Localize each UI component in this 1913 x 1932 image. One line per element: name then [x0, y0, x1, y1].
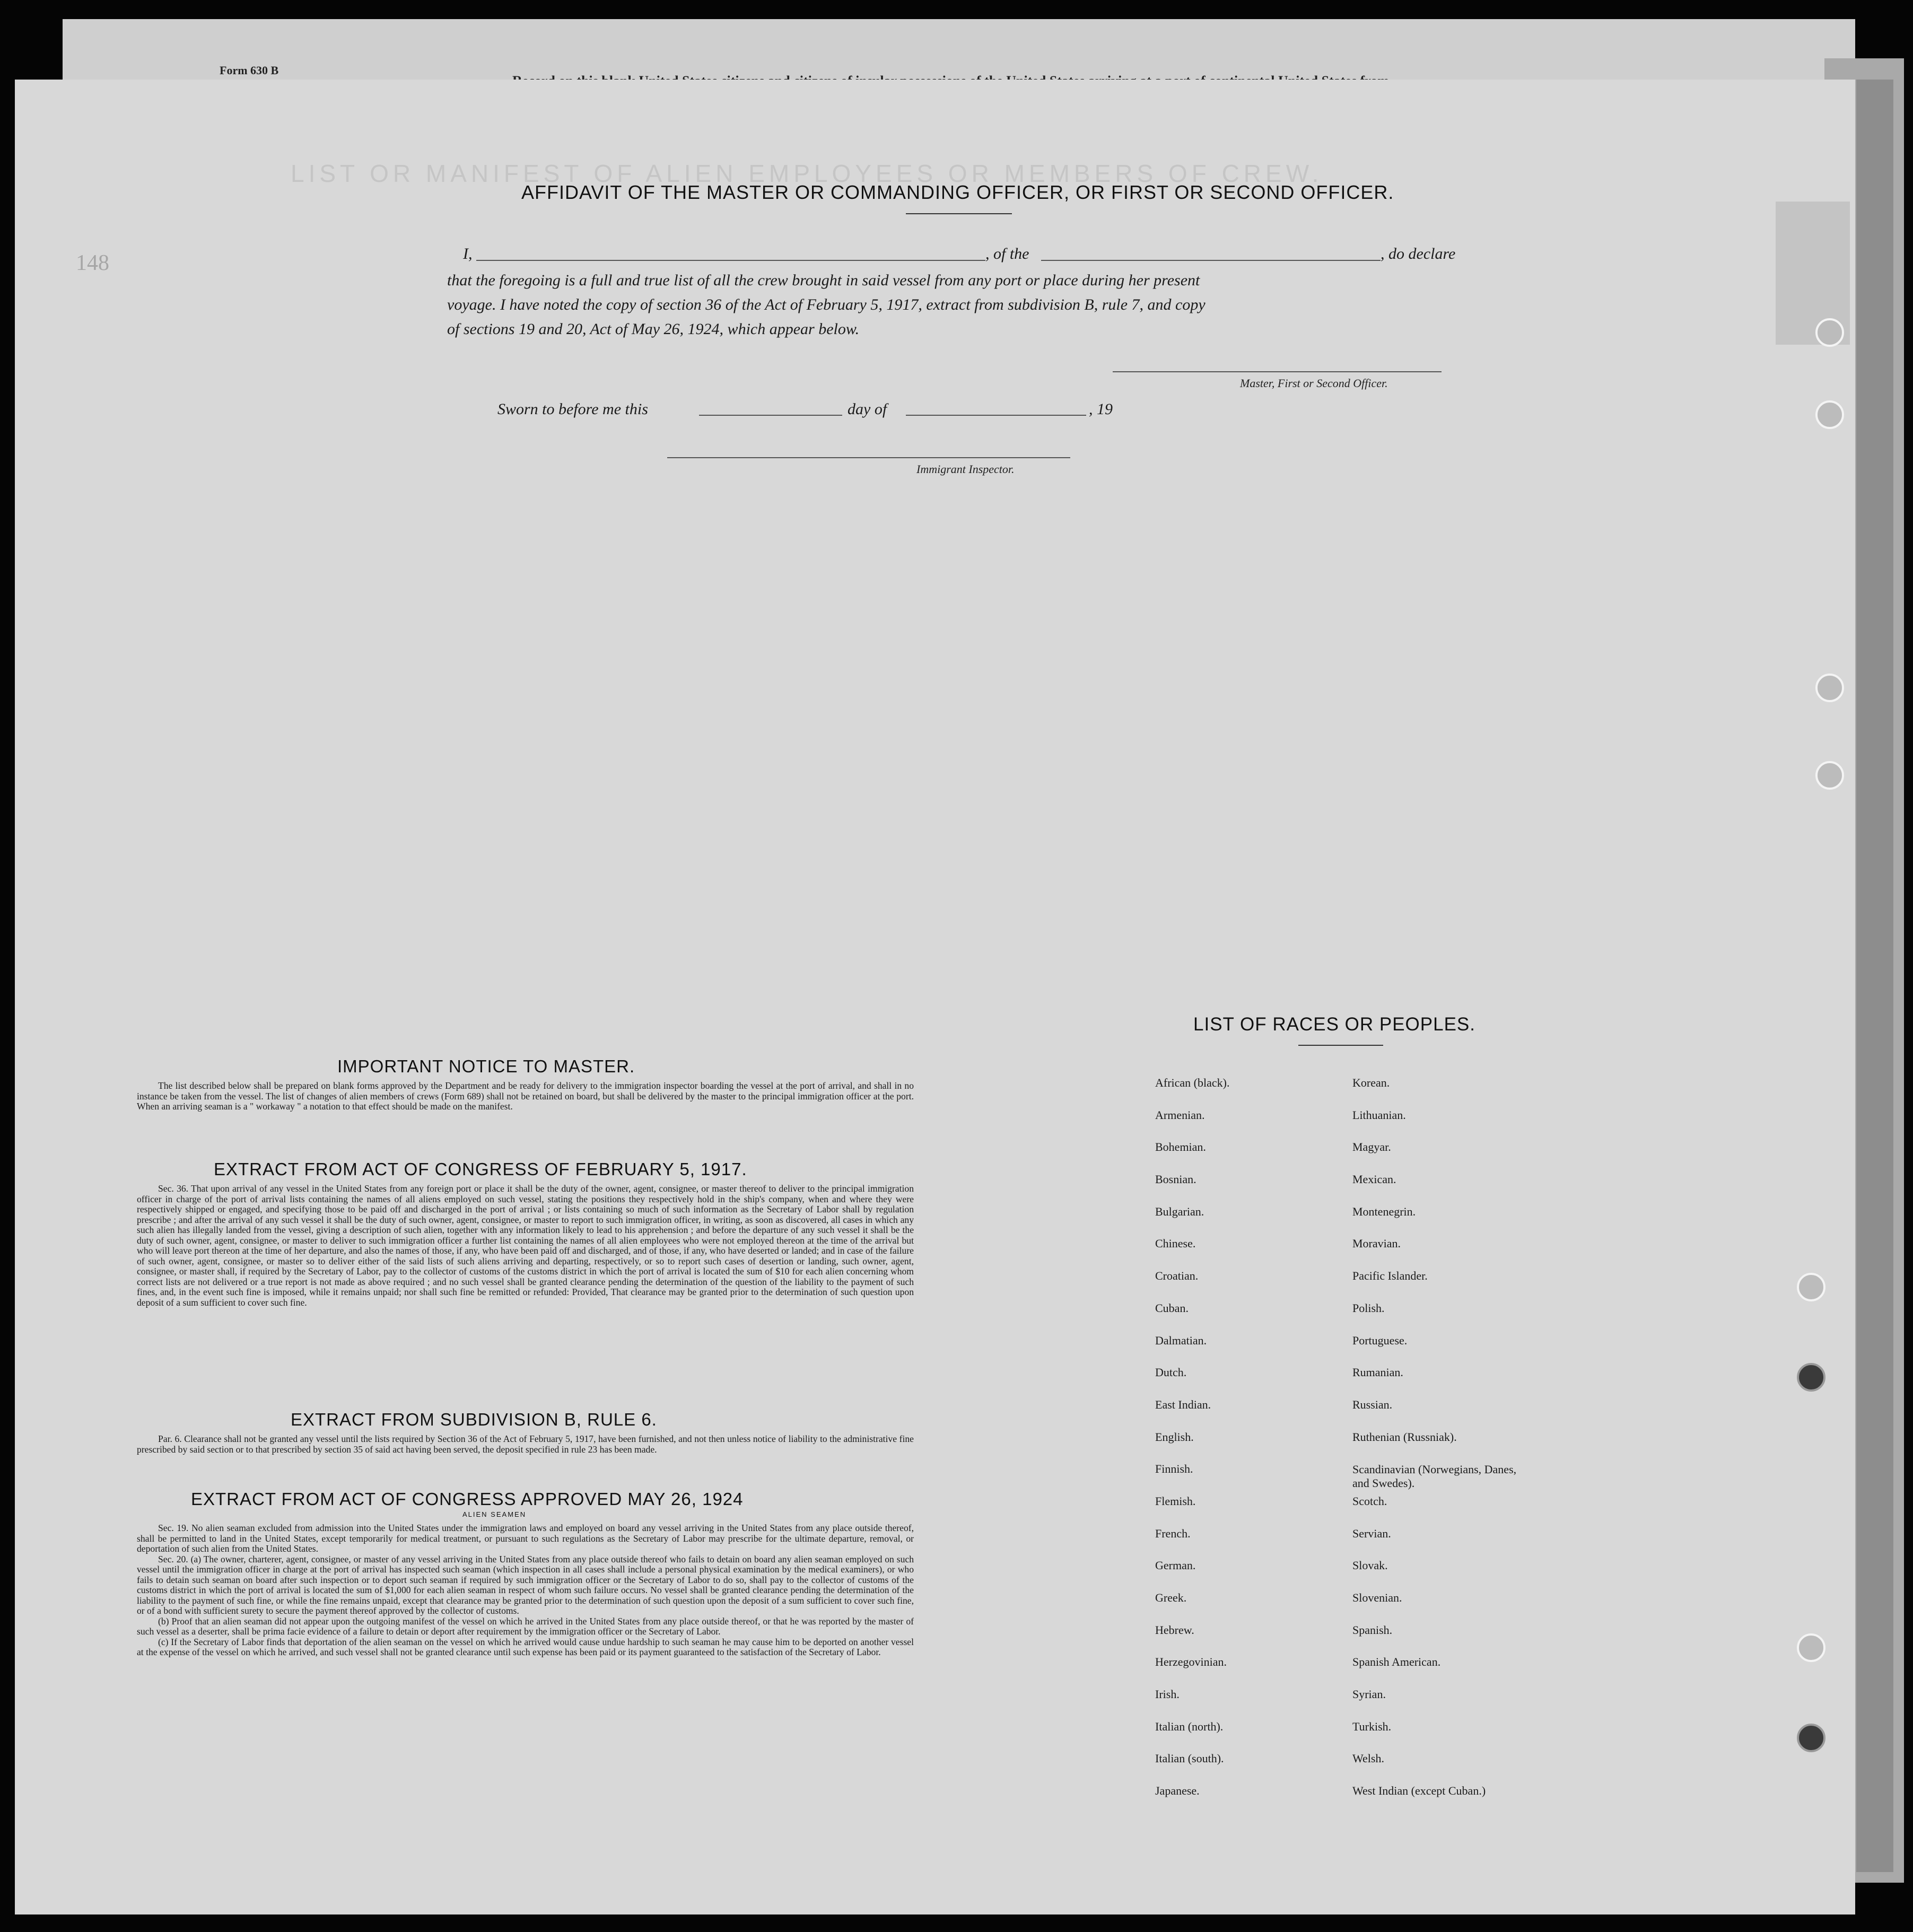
inspector-signature-field[interactable]	[667, 457, 1070, 458]
binder-hole	[1797, 1273, 1825, 1301]
declarant-name-field[interactable]	[476, 260, 985, 261]
declarant-label: I,	[463, 245, 473, 263]
affidavit-page	[15, 80, 1855, 1914]
race-item: French.	[1155, 1526, 1191, 1540]
race-item: African (black).	[1155, 1076, 1230, 1089]
notice-text	[137, 1081, 914, 1112]
sec19-paragraph: Sec. 19. No alien seaman excluded from admission into the United States under the immigration laws and employed on board any vessel arriving in the United States from any place outside thereof, shall be permitted to land in the United States, except temporarily for medical treatment, or pursuant to such regulations as the Secretary of Labor may prescribe for the ultimate departure, removal, or deportation of such alien from the United States.	[137, 1523, 914, 1554]
race-item: Moravian.	[1352, 1237, 1401, 1251]
year-label: , 19	[1089, 400, 1113, 418]
race-item: Polish.	[1352, 1301, 1385, 1315]
race-item: Magyar.	[1352, 1140, 1391, 1154]
affidavit-title: AFFIDAVIT OF THE MASTER OR COMMANDING OFFICER, OR FIRST OR SECOND OFFICER.	[521, 181, 1394, 203]
sec20b-paragraph: (b) Proof that an alien seaman did not appear upon the outgoing manifest of the vessel on which he arrived in the United States from any place outside thereof, or that he was reported by the master of such vessel as a deserter, shall be prima facie evidence of a failure to detain or deport after requirement by the immigration officer or the Secretary of Labor.	[137, 1615, 914, 1637]
rule6-title: EXTRACT FROM SUBDIVISION B, RULE 6.	[291, 1410, 657, 1429]
binder-hole	[1815, 674, 1844, 702]
race-item: Armenian.	[1155, 1108, 1205, 1122]
extract-1924-title: EXTRACT FROM ACT OF CONGRESS APPROVED MAY 26, 1924	[191, 1489, 744, 1509]
race-item: Italian (south).	[1155, 1752, 1224, 1765]
race-item: Montenegrin.	[1352, 1204, 1416, 1218]
race-item: Croatian.	[1155, 1269, 1199, 1283]
affidavit-line-4: of sections 19 and 20, Act of May 26, 1924, which appear below.	[447, 320, 860, 338]
day-of-label: day of	[848, 400, 887, 418]
affidavit-line-2: that the foregoing is a full and true list of all the crew brought in said vessel from any port or place during her present	[447, 272, 1200, 289]
races-title: LIST OF RACES OR PEOPLES.	[1193, 1014, 1476, 1035]
race-item: Hebrew.	[1155, 1623, 1194, 1637]
sworn-label: Sworn to before me this	[497, 400, 648, 418]
title-rule	[906, 213, 1012, 214]
race-item: Herzegovinian.	[1155, 1655, 1227, 1669]
binder-hole	[1797, 1363, 1825, 1392]
race-item: Dutch.	[1155, 1366, 1187, 1379]
race-item: Russian.	[1352, 1397, 1393, 1411]
race-item: Syrian.	[1352, 1688, 1386, 1701]
sec20c-paragraph: (c) If the Secretary of Labor finds that deportation of the alien seaman on the vessel on which he arrived would cause undue hardship to such seaman he may cause him to be deported on another vessel at the expense of the vessel on which he arrived, and such vessel shall not be granted clearance until such expense has been paid or its payment guaranteed to the satisfaction of the Secretary of Labor.	[137, 1636, 914, 1657]
race-item: Scandinavian (Norwegians, Danes, and Swedes).	[1352, 1463, 1517, 1490]
notice-title: IMPORTANT NOTICE TO MASTER.	[337, 1056, 635, 1076]
page-edge-shadow	[1856, 80, 1893, 1872]
race-item: Servian.	[1352, 1526, 1391, 1540]
race-item: Turkish.	[1352, 1719, 1392, 1733]
notice-paragraph: The list described below shall be prepared on blank forms approved by the Department and be ready for delivery to the immigration inspector boarding the vessel at the port of arrival, and shall in no instance be taken from the vessel. The list of changes of alien members of crews (Form 689) shall not be retained on board, but shall be delivered by the master to the principal immigration officer at the port. When an arriving seaman is a " workaway " a notation to that effect should be made on the manifest.	[137, 1080, 914, 1112]
race-item: West Indian (except Cuban.)	[1352, 1784, 1486, 1798]
race-item: Chinese.	[1155, 1237, 1196, 1251]
bleed-through-text: LIST OR MANIFEST OF ALIEN EMPLOYEES OR MEMBERS OF CREW.	[291, 160, 1323, 187]
race-item: Finnish.	[1155, 1462, 1193, 1476]
race-item: Dalmatian.	[1155, 1333, 1207, 1347]
race-item: Slovenian.	[1352, 1591, 1402, 1604]
rule6-text	[137, 1434, 914, 1455]
race-item: Ruthenian (Russniak).	[1352, 1430, 1457, 1444]
race-item: Welsh.	[1352, 1752, 1384, 1765]
race-item: Japanese.	[1155, 1784, 1200, 1798]
races-title-rule	[1298, 1045, 1383, 1046]
sec36-paragraph: Sec. 36. That upon arrival of any vessel in the United States from any foreign port or place it shall be the duty of the owner, agent, consignee, or master thereof to deliver to the principal immigration officer in charge of the port of arrival lists containing the names of all aliens employed on such vessel, stating the positions they respectively hold in the ship's company, when and where they were respectively shipped or engaged, and specifying those to be paid off and discharged in the port of arrival ; or lists containing so much of such information as the Secretary of Labor shall by regulation prescribe ; and after the arrival of any such vessel it shall be the duty of such owner, agent, consignee, or master to report to such immigration officer, in writing, as soon as discovered, all cases in which any such alien has illegally landed from the vessel, giving a description of such alien, together with any information likely to lead to his apprehension ; and before the departure of any such vessel it shall be the duty of such owner, agent, consignee, or master to deliver to such immigration officer a further list containing the names of all alien employees who were not employed thereon at the time of the arrival but who will leave port thereon at the time of her departure, and also the names of those, if any, who have been paid off and discharged, and of those, if any, who have deserted or landed; and in case of the failure of such owner, agent, consignee, or master so to deliver either of the said lists of such aliens arriving and departing, respectively, or so to report such cases of desertion or landing, such owner, agent, consignee, or master shall, if required by the Secretary of Labor, pay to the collector of customs of the customs district in which the port of arrival is located the sum of $10 for each alien concerning whom correct lists are not delivered or a true report is not made as above required ; and no such vessel shall be granted clearance pending the determination of the question of the liability to the payment of such fines, and, in the event such fine is imposed, while it remains unpaid; nor shall such fine be remitted or refunded: Provided, That clearance may be granted prior to the determination of such question upon deposit of a sum sufficient to cover such fine.	[137, 1183, 914, 1308]
race-item: Bulgarian.	[1155, 1204, 1204, 1218]
sworn-day-field[interactable]	[699, 415, 842, 416]
race-item: Bohemian.	[1155, 1140, 1206, 1154]
race-item: Italian (north).	[1155, 1719, 1224, 1733]
race-item: Spanish.	[1352, 1623, 1393, 1637]
sworn-month-field[interactable]	[906, 415, 1086, 416]
race-item: German.	[1155, 1559, 1196, 1572]
binder-hole	[1797, 1724, 1825, 1752]
alien-seamen-subtitle: ALIEN SEAMEN	[462, 1510, 527, 1518]
binder-hole	[1815, 400, 1844, 429]
extract-1917-title: EXTRACT FROM ACT OF CONGRESS OF FEBRUARY 5, 1917.	[214, 1159, 747, 1179]
race-item: Cuban.	[1155, 1301, 1189, 1315]
officer-signature-field[interactable]	[1113, 371, 1442, 372]
affidavit-line-3: voyage. I have noted the copy of section 36 of the Act of February 5, 1917, extract from subdivision B, rule 7, and copy	[447, 296, 1206, 313]
race-item: Portuguese.	[1352, 1333, 1408, 1347]
binder-hole	[1797, 1633, 1825, 1662]
par6-paragraph: Par. 6. Clearance shall not be granted any vessel until the lists required by Section 36 of the Act of February 5, 1917, have been furnished, and not then unless notice of liability to the administrative fine prescribed by said section or to that prescribed by section 35 of said act having been served, the deposit specified in rule 23 has been made.	[137, 1433, 914, 1455]
race-item: English.	[1155, 1430, 1194, 1444]
binder-hole	[1815, 318, 1844, 347]
margin-mark: 148	[76, 251, 109, 275]
race-item: Bosnian.	[1155, 1173, 1196, 1186]
extract-1917-text	[137, 1184, 914, 1308]
race-item: East Indian.	[1155, 1397, 1211, 1411]
inspector-caption: Immigrant Inspector.	[916, 462, 1015, 476]
officer-caption: Master, First or Second Officer.	[1240, 377, 1388, 390]
races-left-column	[1155, 1077, 1229, 1817]
race-item: Irish.	[1155, 1688, 1180, 1701]
race-item: Lithuanian.	[1352, 1108, 1406, 1122]
race-item: Scotch.	[1352, 1494, 1387, 1508]
vessel-name-field[interactable]	[1041, 260, 1381, 261]
race-item: Mexican.	[1352, 1173, 1396, 1186]
race-item: Spanish American.	[1352, 1655, 1441, 1669]
binder-hole	[1815, 761, 1844, 790]
race-item: Slovak.	[1352, 1559, 1388, 1572]
vessel-label: , of the	[985, 245, 1029, 263]
race-item: Korean.	[1352, 1076, 1390, 1089]
race-item: Greek.	[1155, 1591, 1187, 1604]
form-number: Form 630 B	[220, 64, 279, 77]
extract-1924-text	[137, 1523, 914, 1658]
race-item: Flemish.	[1155, 1494, 1196, 1508]
sec20a-paragraph: Sec. 20. (a) The owner, charterer, agent, consignee, or master of any vessel arriving in the United States from any place outside thereof who fails to detain on board any alien seaman employed on such vessel until the immigration officer in charge at the port of arrival has inspected such seaman (which inspection in all cases shall include a personal physical examination by the medical examiners), or who fails to detain such seaman on board after such inspection or to deport such seaman if required by such immigration officer or the Secretary of Labor to do so, shall pay to the collector of customs of the customs district in which the port of arrival is located the sum of $1,000 for each alien seaman in respect of whom such failure occurs. No vessel shall be granted clearance pending the determination of the liability to the payment of such fine, or while the fine remains unpaid, except that clearance may be granted prior to the determination of such question upon the deposit of a sum sufficient to cover such fine, or of a bond with sufficient surety to secure the payment thereof approved by the collector of customs.	[137, 1553, 914, 1616]
races-right-column	[1352, 1077, 1522, 1817]
race-item: Rumanian.	[1352, 1366, 1403, 1379]
declare-label: , do declare	[1381, 245, 1456, 263]
race-item: Pacific Islander.	[1352, 1269, 1428, 1283]
